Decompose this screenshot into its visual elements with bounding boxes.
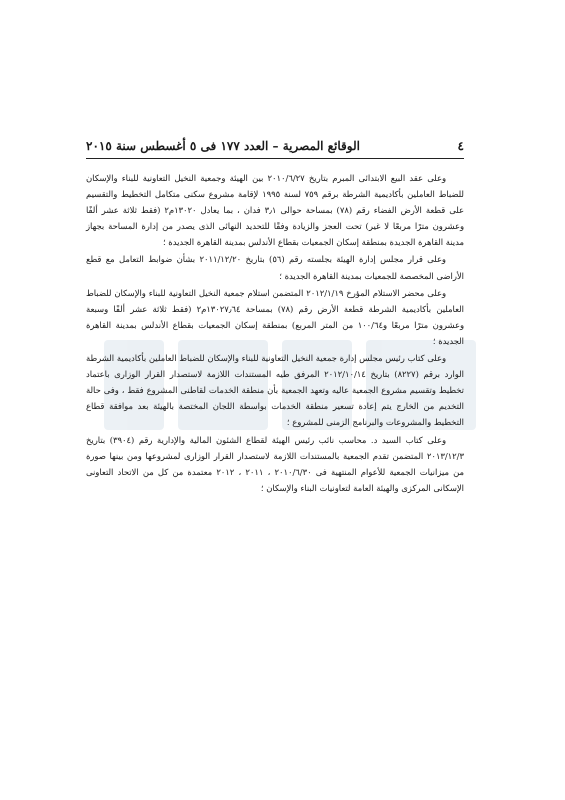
paragraph-2: وعلى قرار مجلس إدارة الهيئة بجلسته رقم (٥٦) بتاريخ ٢٠١١/١٢/٢٠ بشأن ضوابط التعامل مع قطع الأراضى المخصصة للجمعيات بمدينة القاهرة الجديدة ؛ [86,254,464,281]
paragraph-1: وعلى عقد البيع الابتدائى المبرم بتاريخ ٢٠١٠/٦/٢٧ بين الهيئة وجمعية النخيل التعاونية للبناء والإسكان للضباط العاملين بأكاديمية الشرطة برقم ٧٥٩ لسنة ١٩٩٥ لإقامة مشروع سكنى متكامل التخطيط والتقسيم على قطعة الأرض الفضاء رقم (٧٨) بمساحة حوالى ٣٫١ فدان ، بما يعادل ١٣٠٢٠م٢ (فقط ثلاثة عشر ألفًا وعشرون مترًا مربعًا لا غير) تحت العجز والزيادة وفقًا للتحديد النهائى الذى يصدر من إدارة المساحة بجهاز مدينة القاهرة الجديدة بمنطقة إسكان الجمعيات بقطاع الأندلس بمدينة القاهرة الجديدة ؛ [86,173,465,248]
header-divider [86,158,464,159]
header-title: الوقائع المصرية – العدد ١٧٧ فى ٥ أغسطس سنة ٢٠١٥ [86,139,360,153]
document-body [86,170,464,497]
paragraph-3: وعلى محضر الاستلام المؤرخ ٢٠١٢/١/١٩ المتضمن استلام جمعية النخيل التعاونية للبناء والإسكان للضباط العاملين بأكاديمية الشرطة قطعة الأرض رقم (٧٨) بمساحة ١٣٠٢٧٫٦٤م٢ (فقط ثلاثة عشر ألفًا وسبعة وعشرون مترًا مربعًا و١٠٠/٦٤ من المتر المربع) بمنطقة إسكان الجمعيات بقطاع الأندلس بمدينة القاهرة الجديدة ؛ [86,287,464,346]
paragraph-4: وعلى كتاب رئيس مجلس إدارة جمعية النخيل التعاونية للبناء والإسكان للضباط العاملين بأكاديمية الشرطة الوارد برقم (٨٢٢٧) بتاريخ ٢٠١٢/١٠/١٤ المرفق طيه المستندات اللازمة لاستصدار القرار الوزارى باعتماد تخطيط وتقسيم مشروع الجمعية عاليه وتعهد الجمعية بأن منطقة الخدمات لقاطنى المشروع فقط ، وفى حالة التخديم من الخارج يتم إعادة تسعير منطقة الخدمات بواسطة اللجان المختصة بالهيئة بعد موافقة قطاع التخطيط والمشروعات والبرنامج الزمنى للمشروع ؛ [86,353,464,428]
page-header [86,136,464,156]
paragraph-5: وعلى كتاب السيد د. محاسب نائب رئيس الهيئة لقطاع الشئون المالية والإدارية رقم (٣٩٠٤) بتاريخ ٢٠١٣/١٢/٣ المتضمن تقدم الجمعية بالمستندات اللازمة لاستصدار القرار الوزارى لمشروعها ومن بينها صورة من ميزانيات الجمعية للأعوام المنتهية فى ٢٠١٠/٦/٣٠ ، ٢٠١١ ، ٢٠١٢ معتمدة من كل من الاتحاد التعاونى الإسكانى المركزى والهيئة العامة لتعاونيات البناء والإسكان ؛ [86,434,465,493]
page-number: ٤ [457,139,464,153]
